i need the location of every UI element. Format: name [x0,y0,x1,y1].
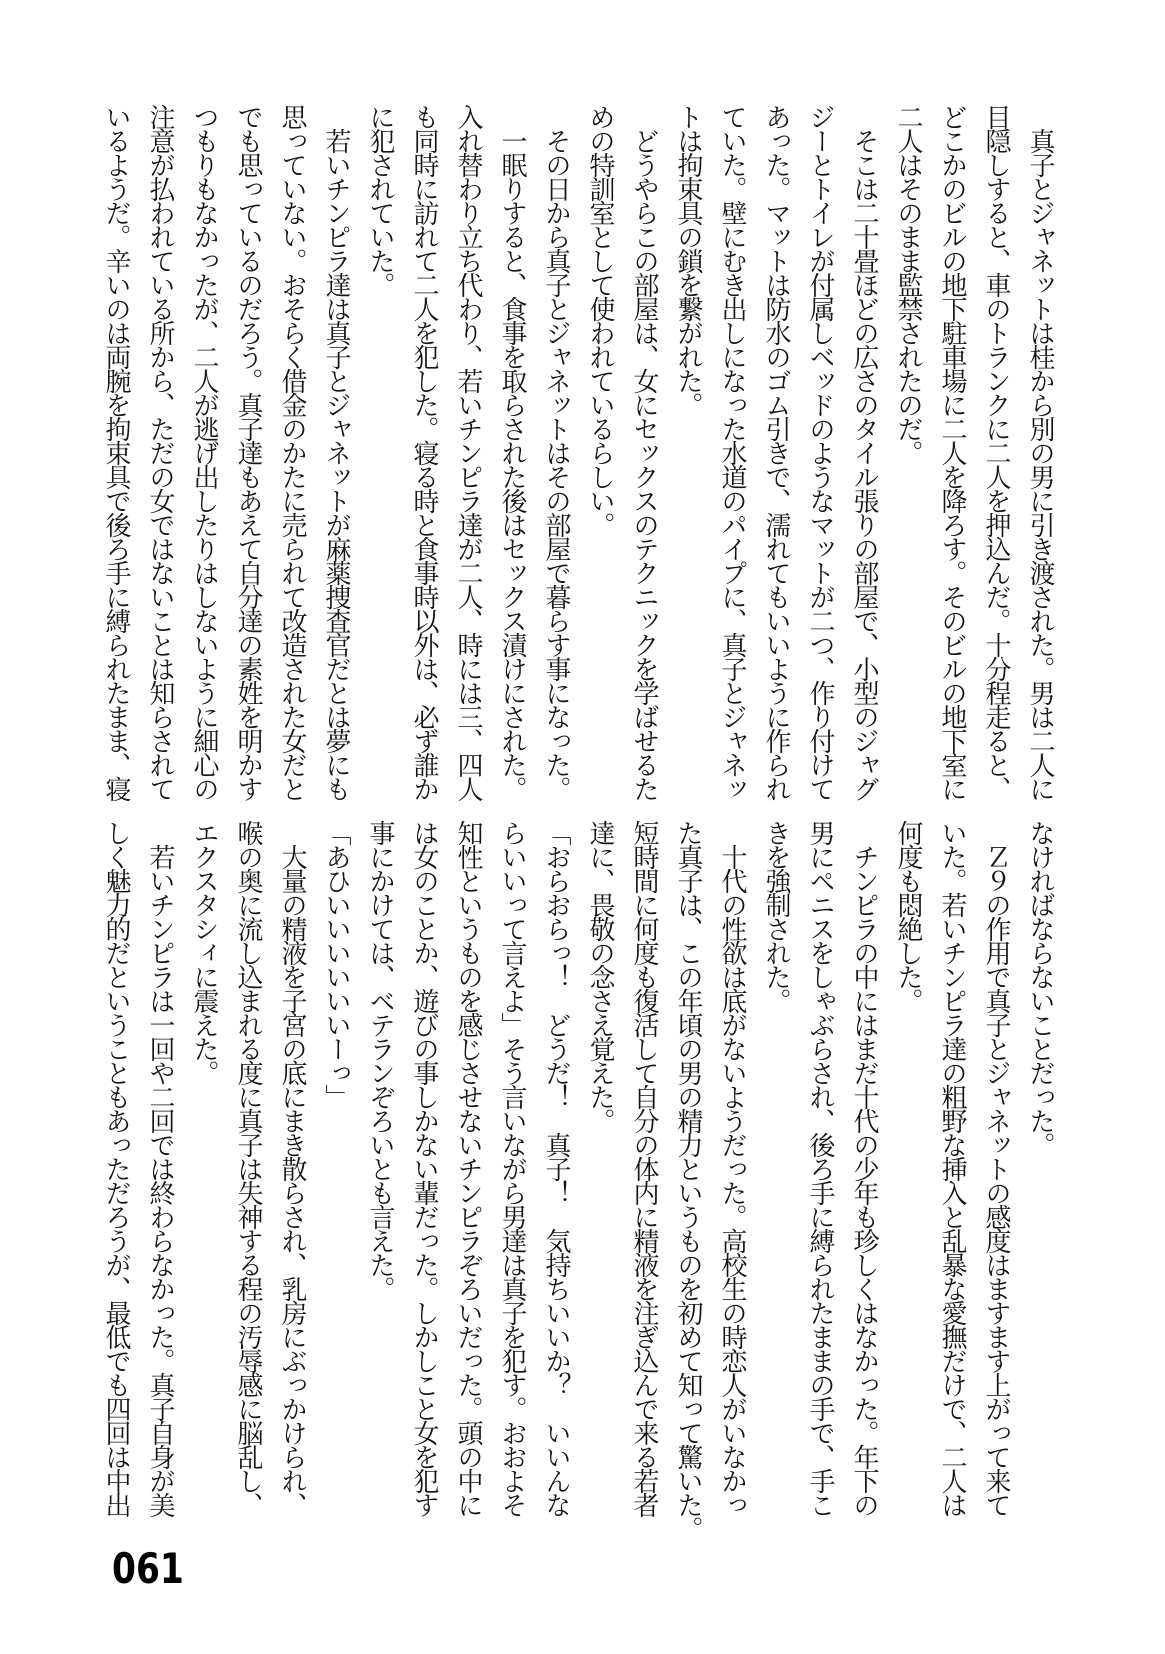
text-line: チンピラの中にはまだ十代の少年も珍しくはなかった。年下の [849,820,879,1516]
text-line: に犯されていた。 [365,104,395,296]
text-line: どうやらこの部屋は、女にセックスのテクニックを学ばせるた [629,104,659,800]
text-line: 目隠しすると、車のトランクに二人を押込んだ。十分程走ると、 [981,104,1011,800]
text-line: Ｚ９の作用で真子とジャネットの感度はますます上がって来て [981,820,1011,1516]
text-line: 何度も悶絶した。 [893,820,923,1012]
text-line: ていた。壁にむき出しになった水道のパイプに、真子とジャネッ [717,104,747,800]
text-line: 若いチンピラ達は真子とジャネットが麻薬捜査官だとは夢にも [321,104,351,800]
text-line: 思っていない。おそらく借金のかたに売られて改造された女だと [277,104,307,800]
text-line: 「あひいいいいいいーっ」 [321,820,351,1108]
text-line: 入れ替わり立ち代わり、若いチンピラ達が二人、時には三、四人 [453,104,483,800]
text-line: めの特訓室として使われているらしい。 [585,104,615,536]
text-line: なければならないことだった。 [1025,820,1055,1156]
text-line: らいいって言えよ」そう言いながら男達は真子を犯す。おおよそ [497,820,527,1516]
text-line: トは拘束具の鎖を繋がれた。 [673,104,703,416]
text-line: ジーとトイレが付属しベッドのようなマットが二つ、作り付けて [805,104,835,800]
text-line: あった。マットは防水のゴム引きで、濡れてもいいように作られ [761,104,791,800]
text-line: 事にかけては、ベテランぞろいとも言えた。 [365,820,395,1300]
text-line: 若いチンピラは一回や二回では終わらなかった。真子自身が美 [145,820,175,1516]
text-line: どこかのビルの地下駐車場に二人を降ろす。そのビルの地下室に [937,104,967,800]
text-line: その日から真子とジャネットはその部屋で暮らす事になった。 [541,104,571,800]
text-line: いるようだ。辛いのは両腕を拘束具で後ろ手に縛られたまま、寝 [101,104,131,800]
text-line: 二人はそのまま監禁されたのだ。 [893,104,923,464]
text-line: 注意が払われている所から、ただの女ではないことは知らされて [145,104,175,800]
text-line: そこは二十畳ほどの広さのタイル張りの部屋で、小型のジャグ [849,104,879,800]
text-line: 一眠りすると、食事を取らされた後はセックス漬けにされた。 [497,104,527,800]
text-line: 男にペニスをしゃぶらされ、後ろ手に縛られたままの手で、手こ [805,820,835,1516]
text-line: 喉の奥に流し込まれる度に真子は失神する程の汚辱感に脳乱し、 [233,820,263,1516]
upper-text-band [94,104,1062,808]
text-line: 短時間に何度も復活して自分の体内に精液を注ぎ込んで来る若者 [629,820,659,1516]
text-line: 大量の精液を子宮の底にまき散らされ、乳房にぶっかけられ、 [277,820,307,1516]
lower-text-band [94,820,1062,1540]
text-line: 「おらおらっ！ どうだ！ 真子！ 気持ちいいか？ いいんな [541,820,571,1516]
text-line: いた。若いチンピラ達の粗野な挿入と乱暴な愛撫だけで、二人は [937,820,967,1516]
text-line: も同時に訪れて二人を犯した。寝る時と食事時以外は、必ず誰か [409,104,439,800]
page-number: 061 [112,1544,184,1593]
text-line: でも思っているのだろう。真子達もあえて自分達の素姓を明かす [233,104,263,800]
text-line: きを強制された。 [761,820,791,1012]
text-line: 達に、畏敬の念さえ覚えた。 [585,820,615,1132]
text-line: しく魅力的だということもあっただろうが、最低でも四回は中出 [101,820,131,1516]
text-line: 十代の性欲は底がないようだった。高校生の時恋人がいなかっ [717,820,747,1516]
text-line: つもりもなかったが、二人が逃げ出したりはしないように細心の [189,104,219,800]
text-line: は女のことか、遊びの事しかない輩だった。しかしこと女を犯す [409,820,439,1516]
text-line: 知性というものを感じさせないチンピラぞろいだった。頭の中に [453,820,483,1516]
text-line: エクスタシィに震えた。 [189,820,219,1084]
text-line: 真子とジャネットは桂から別の男に引き渡された。男は二人に [1025,104,1055,800]
text-line: た真子は、この年頃の男の精力というものを初めて知って驚いた。 [673,820,703,1540]
